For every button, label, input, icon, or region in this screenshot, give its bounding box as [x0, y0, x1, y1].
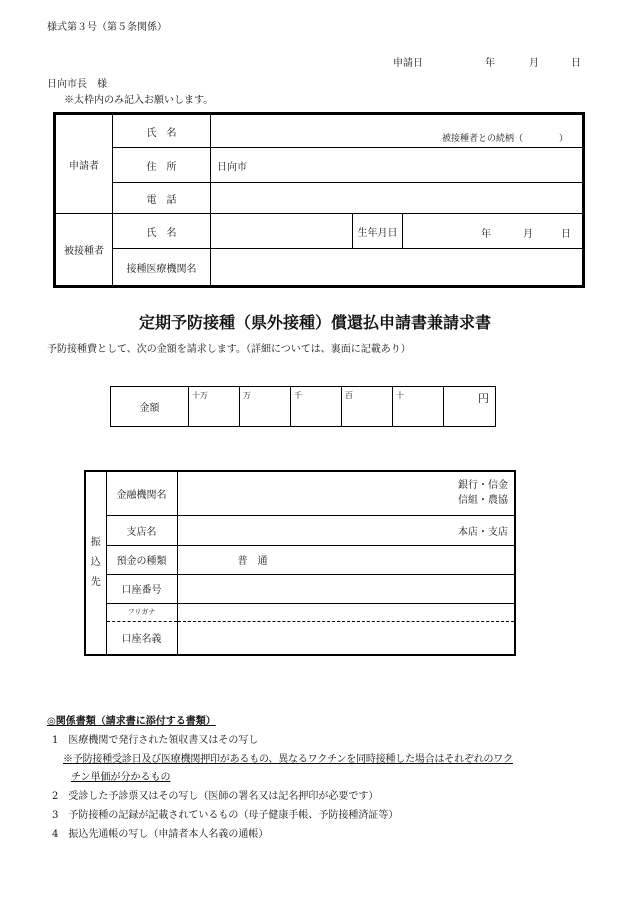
digit-cell-10[interactable]: 十 [393, 387, 444, 427]
account-number-field[interactable] [177, 574, 515, 603]
birth-year-label: 年 [481, 229, 491, 240]
year-label: 年 [485, 58, 495, 69]
vaccinee-name-field[interactable] [211, 214, 353, 249]
birth-month-label: 月 [523, 229, 533, 240]
digit-cell-100[interactable]: 百 [342, 387, 393, 427]
digit-cell-1[interactable] [444, 387, 496, 427]
address-value: 日向市 [217, 161, 247, 173]
phone-field[interactable] [211, 183, 584, 214]
page-title: 定期予防接種（県外接種）償還払申請書兼請求書 [138, 313, 491, 332]
bank-label: 金融機関名 [106, 471, 177, 515]
application-date-label: 申請日 [393, 58, 423, 69]
document-item-1: 1 医療機関で発行された領収書又はその写し [52, 735, 259, 746]
day-label: 日 [571, 58, 581, 69]
branch-label: 支店名 [106, 515, 177, 545]
branch-field[interactable] [177, 515, 515, 545]
bank-types-2: 信組・農協 [458, 495, 508, 507]
document-item-4: 4 振込先通帳の写し（申請者本人名義の通帳） [52, 829, 269, 840]
bank-types-1: 銀行・信金 [458, 480, 508, 492]
furigana-field[interactable] [177, 603, 515, 621]
account-name-field[interactable] [177, 621, 515, 655]
birthdate-field[interactable] [403, 214, 584, 249]
phone-label: 電 話 [113, 183, 211, 214]
addressee: 日向市長 様 [47, 79, 107, 90]
applicant-name-field[interactable] [211, 114, 584, 148]
birth-day-label: 日 [561, 229, 571, 240]
account-name-label: 口座名義 [106, 621, 177, 655]
bank-field[interactable] [177, 471, 515, 515]
furigana-label: フリガナ [106, 603, 177, 621]
address-label: 住 所 [113, 148, 211, 183]
transfer-table [84, 470, 516, 656]
document-item-3: 3 予防接種の記録が記載されているもの（母子健康手帳、予防接種済証等） [52, 810, 399, 821]
amount-label: 金額 [111, 387, 189, 427]
applicant-label: 申請者 [55, 114, 113, 214]
document-note-line-2: チン単価が分かるもの [71, 772, 171, 783]
applicant-table [53, 112, 585, 288]
document-item-2: 2 受診した予診票又はその写し（医師の署名又は記名押印が必要です） [52, 791, 379, 802]
month-label: 月 [529, 58, 539, 69]
vaccinee-name-label: 氏 名 [113, 214, 211, 249]
instruction-note: ※太枠内のみ記入お願いします。 [64, 95, 214, 106]
vaccinee-label: 被接種者 [55, 214, 113, 287]
digit-cell-1000[interactable]: 千 [291, 387, 342, 427]
account-number-label: 口座番号 [106, 574, 177, 603]
deposit-type-label: 預金の種類 [106, 545, 177, 574]
digit-cell-100000[interactable]: 十万 [189, 387, 240, 427]
birthdate-label: 生年月日 [353, 214, 403, 249]
request-statement: 予防接種費として、次の金額を請求します。（詳細については、裏面に記載あり） [47, 344, 411, 355]
name-label: 氏 名 [113, 114, 211, 148]
institution-label: 接種医療機関名 [113, 249, 211, 287]
branch-types: 本店・支店 [458, 526, 508, 538]
documents-heading: ◎関係書類（請求書に添付する書類） [47, 716, 216, 727]
digit-cell-10000[interactable]: 万 [240, 387, 291, 427]
address-field[interactable] [211, 148, 584, 183]
transfer-side-label: 振 込 先 [85, 471, 106, 655]
amount-table [110, 386, 496, 427]
deposit-type-field[interactable] [177, 545, 515, 574]
deposit-type-value: 普 通 [237, 556, 268, 567]
document-note-line-1: ※予防接種受診日及び医療機関押印があるもの、異なるワクチンを同時接種した場合はそれぞれのワク [63, 754, 513, 765]
institution-field[interactable] [211, 249, 584, 287]
yen-label: 円 [478, 392, 489, 405]
relation-label: 被接種者との続柄（ ） [441, 134, 568, 144]
form-number: 様式第３号（第５条関係） [47, 22, 167, 33]
